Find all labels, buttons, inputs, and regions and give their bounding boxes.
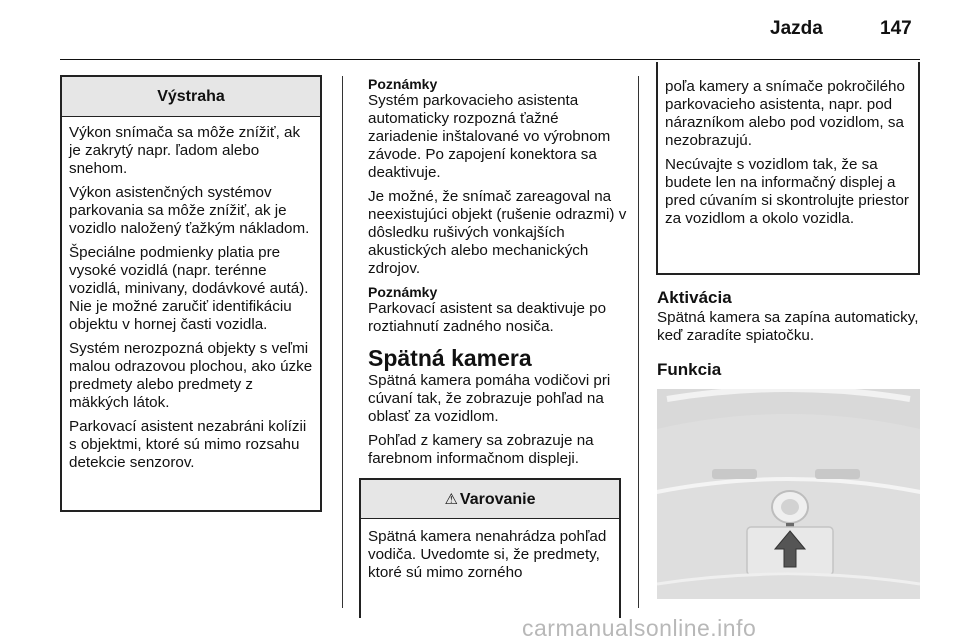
page-number: 147: [880, 18, 912, 39]
body-paragraph: Spätná kamera pomáha vodičovi pri cúvaní tak, že zobrazuje pohľad na oblasť za vozidlom.: [368, 372, 611, 425]
warning-paragraph: Špeciálne podmienky platia pre vysoké vozidlá (napr. terénne vozidlá, minivany, dodávkové autá). Nie je možné zaručiť identifikáciu objektu v hornej časti vozidla.: [69, 244, 309, 333]
caution-paragraph: poľa kamery a snímače pokročilého parkovacieho asistenta, napr. pod nárazníkom alebo pod vozidlom, sa nezobrazujú.: [665, 78, 905, 149]
section-heading-rear-camera: Spätná kamera: [368, 345, 532, 371]
warning-paragraph: Výkon asistenčných systémov parkovania sa môže znížiť, ak je vozidlo naložený ťažkým nákladom.: [69, 184, 310, 237]
column-2: [368, 76, 632, 474]
caution-box-body: [361, 519, 619, 582]
note-paragraph: Systém parkovacieho asistenta automaticky rozpozná ťažné zariadenie inštalované vo výrobnom závode. Po zapojení konektora sa deaktivuje.: [368, 92, 611, 181]
note-label: Poznámky: [368, 284, 438, 300]
caution-box-header: [361, 480, 619, 519]
warning-box: [60, 75, 322, 512]
warning-paragraph: Výkon snímača sa môže znížiť, ak je zakrytý napr. ľadom alebo snehom.: [69, 124, 301, 177]
warning-triangle-icon: ⚠: [444, 491, 458, 508]
caution-paragraph: Spätná kamera nenahrádza pohľad vodiča. Uvedomte si, že predmety, ktoré sú mimo zorného: [368, 528, 607, 581]
note-paragraph: Parkovací asistent sa deaktivuje po roztiahnutí zadného nosiča.: [368, 300, 607, 335]
caution-box: [359, 478, 621, 618]
section-heading-function: Funkcia: [657, 360, 722, 379]
warning-box-body: [62, 117, 320, 472]
caution-paragraph: Necúvajte s vozidlom tak, že sa budete len na informačný displej a pred cúvaním si skontrolujte priestor za vozidlom a okolo vozidla.: [665, 156, 909, 227]
running-header-section: Jazda: [770, 18, 823, 39]
caution-box-title: Varovanie: [459, 491, 536, 508]
watermark: carmanualsonline.info: [522, 615, 757, 641]
activation-paragraph: Spätná kamera sa zapína automaticky, keď zaradíte spiatočku.: [657, 309, 919, 344]
warning-box-title: Výstraha: [62, 77, 320, 117]
note-label: Poznámky: [368, 76, 438, 92]
header-divider: [60, 59, 920, 60]
section-heading-activation: Aktivácia: [657, 288, 732, 307]
rear-camera-illustration: [657, 389, 920, 599]
warning-paragraph: Systém nerozpozná objekty s veľmi malou odrazovou plochou, ako úzke predmety alebo predmety z mäkkých látok.: [69, 340, 313, 411]
warning-paragraph: Parkovací asistent nezabráni kolízii s objektmi, ktoré sú mimo rozsahu detekcie senzorov.: [69, 418, 307, 471]
column-divider-1: [342, 76, 343, 608]
caution-box-continued: [656, 62, 920, 275]
note-paragraph: Je možné, že snímač zareagoval na neexistujúci objekt (rušenie odrazmi) v dôsledku rušivých vonkajších akustických alebo mechanických zdrojov.: [368, 188, 627, 277]
rear-camera-drawing: [657, 389, 920, 599]
caution-box-continued-body: [658, 62, 918, 228]
body-paragraph: Pohľad z kamery sa zobrazuje na farebnom informačnom displeji.: [368, 432, 594, 467]
column-divider-2: [638, 76, 639, 608]
